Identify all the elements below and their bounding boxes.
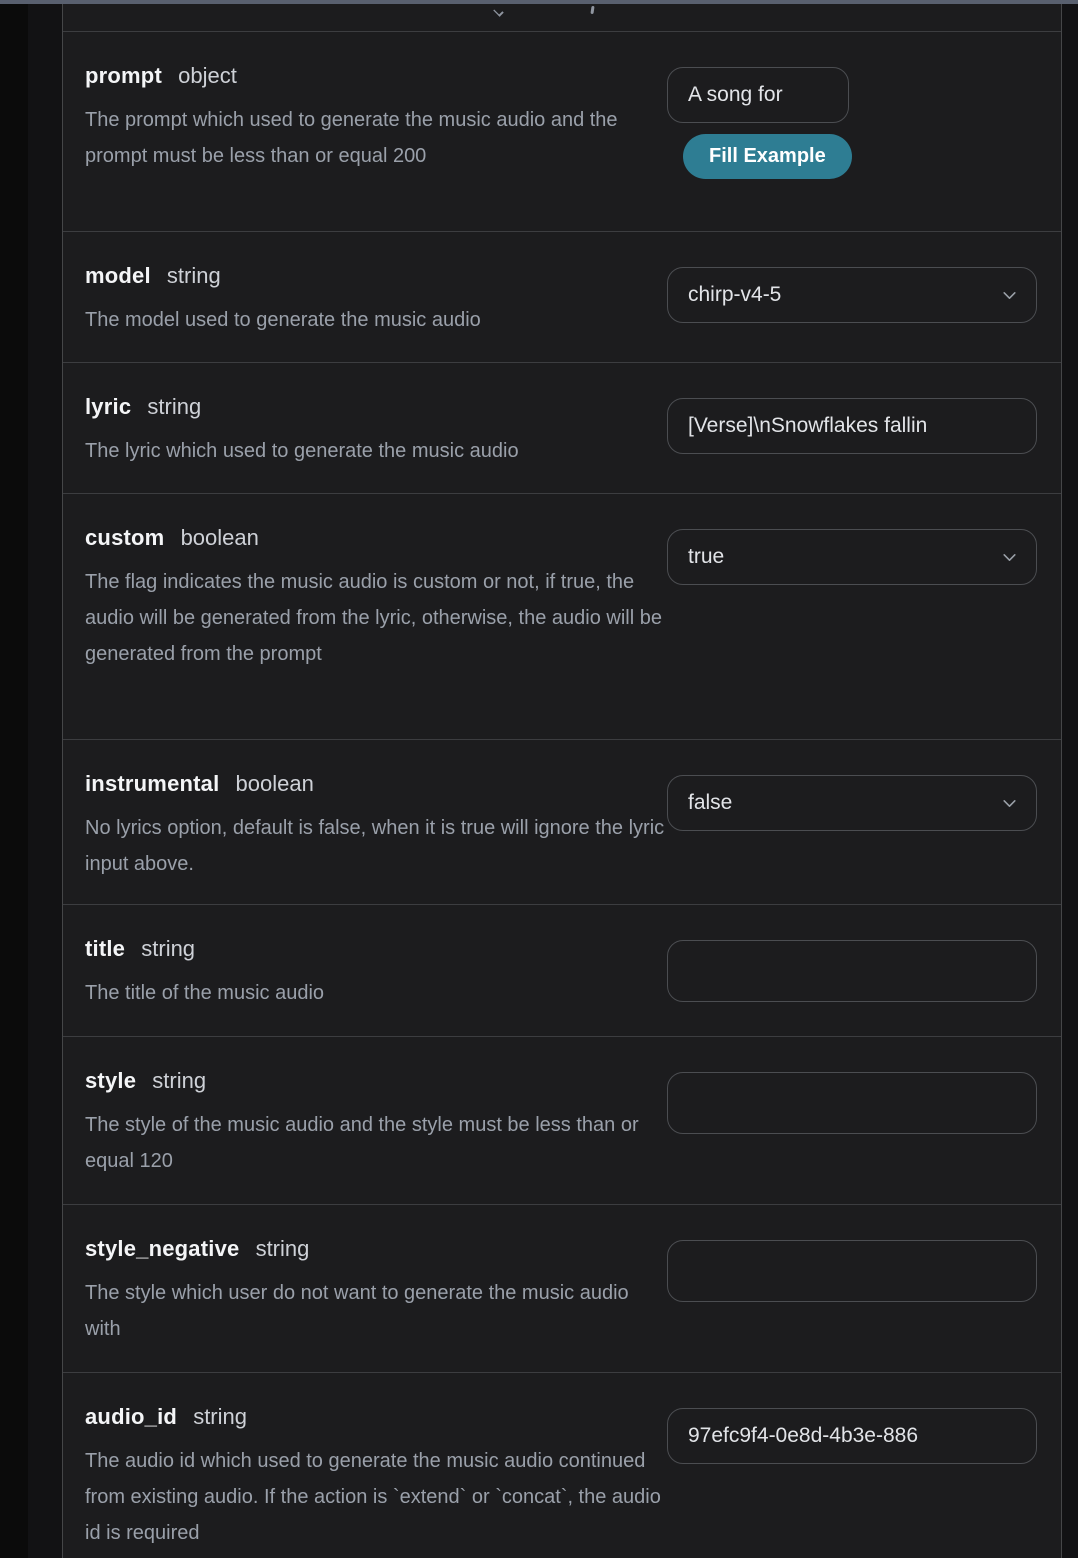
param-info [85,935,667,1036]
param-type: string [141,936,196,961]
model-select[interactable] [667,267,1037,323]
clipped-row-remnant [63,4,1061,32]
param-name: model [85,263,151,288]
param-head [85,1235,667,1263]
title-input[interactable] [667,940,1037,1002]
custom-select-value: true [688,545,725,568]
param-info [85,770,667,904]
param-row-title [63,905,1061,1037]
param-info [85,62,667,231]
style-input[interactable] [667,1072,1037,1134]
param-type: string [255,1236,310,1261]
param-name: prompt [85,63,162,88]
custom-select[interactable] [667,529,1037,585]
param-info [85,393,667,493]
param-row-style [63,1037,1061,1205]
param-control [667,1067,1037,1204]
param-head [85,393,667,421]
param-description: The lyric which used to generate the music audio [85,440,519,462]
param-info [85,524,667,739]
param-head [85,1403,667,1431]
param-description: The model used to generate the music audio [85,309,481,331]
instrumental-select[interactable] [667,775,1037,831]
param-row-custom [63,494,1061,740]
param-control [667,1235,1037,1372]
style-negative-input[interactable] [667,1240,1037,1302]
param-name: instrumental [85,771,220,796]
param-type: boolean [235,771,314,796]
param-name: custom [85,525,165,550]
left-gutter [0,4,28,1558]
param-head [85,1067,667,1095]
clipped-glyph-remnant [493,6,504,17]
param-name: lyric [85,394,132,419]
param-description: No lyrics option, default is false, when it is true will ignore the lyric input above. [85,817,665,875]
param-row-prompt [63,32,1061,232]
param-description: The style of the music audio and the style must be less than or equal 120 [85,1114,639,1172]
param-head [85,935,667,963]
param-name: audio_id [85,1404,178,1429]
param-description: The audio id which used to generate the music audio continued from existing audio. If the action is `extend` or `concat`, the audio id is required [85,1450,661,1544]
lyric-input[interactable] [667,398,1037,454]
param-name: title [85,936,126,961]
param-row-model [63,232,1061,363]
param-info [85,1235,667,1372]
param-type: boolean [180,525,259,550]
instrumental-select-value: false [688,791,733,814]
param-control [667,770,1037,904]
param-row-audio-id [63,1373,1061,1551]
param-name: style_negative [85,1236,240,1261]
param-description: The title of the music audio [85,982,325,1004]
audio-id-input[interactable] [667,1408,1037,1464]
param-control [667,262,1037,362]
param-head [85,524,667,552]
param-info [85,262,667,362]
chevron-down-icon [1001,795,1018,812]
param-control [667,524,1037,739]
param-head [85,262,667,290]
param-type: string [152,1068,207,1093]
param-head [85,62,667,90]
param-type: string [193,1404,247,1429]
param-row-style-negative [63,1205,1061,1373]
fill-example-button[interactable]: Fill Example [683,134,852,179]
param-head [85,770,667,798]
param-description: The style which user do not want to generate the music audio with [85,1282,629,1340]
param-info [85,1067,667,1204]
param-info [85,1403,667,1551]
param-type: string [147,394,202,419]
param-description: The flag indicates the music audio is custom or not, if true, the audio will be generated from the lyric, otherwise, the audio will be generated from the prompt [85,571,662,665]
param-control [667,62,1037,231]
prompt-input[interactable] [667,67,849,123]
param-row-instrumental [63,740,1061,905]
param-type: object [178,63,237,88]
param-description: The prompt which used to generate the music audio and the prompt must be less than or equal 200 [85,109,618,167]
param-control [667,393,1037,493]
param-control [667,935,1037,1036]
clipped-glyph-remnant [590,6,594,14]
chevron-down-icon [1001,549,1018,566]
param-control [667,1403,1037,1551]
param-type: string [166,263,221,288]
param-name: style [85,1068,137,1093]
parameters-panel [62,4,1062,1558]
param-row-lyric [63,363,1061,494]
chevron-down-icon [1001,287,1018,304]
model-select-value: chirp-v4-5 [688,283,782,306]
